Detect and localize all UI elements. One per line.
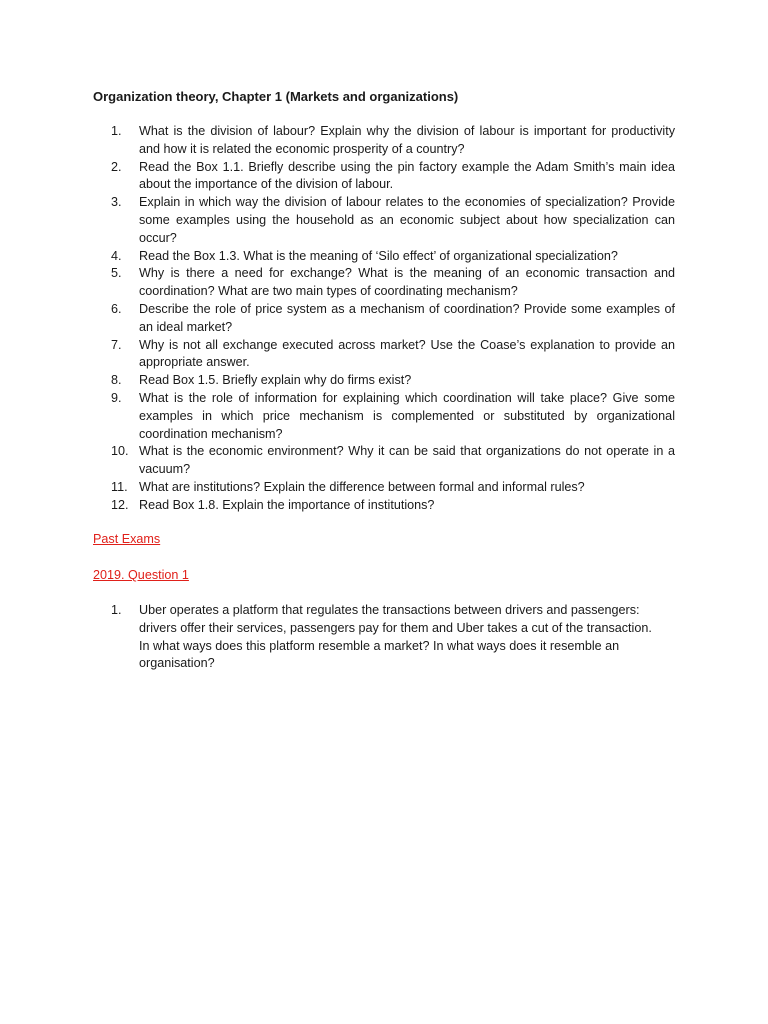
list-item — [111, 479, 675, 497]
exam-question-heading: 2019. Question 1 — [93, 568, 189, 582]
question-text: Read Box 1.8. Explain the importance of institutions? — [139, 497, 435, 512]
list-item — [111, 159, 675, 195]
list-item — [111, 497, 675, 515]
question-number: 3. — [111, 195, 122, 210]
list-item — [111, 443, 675, 479]
list-item — [111, 602, 663, 673]
question-text: What is the division of labour? Explain why the division of labour is important for productivity and how it is related the economic prosperity of a country? — [139, 124, 675, 156]
question-text: Why is not all exchange executed across market? Use the Coase’s explanation to provide an appropriate answer. — [139, 337, 675, 370]
question-text: Read Box 1.5. Briefly explain why do firms exist? — [139, 373, 412, 388]
past-exams-heading: Past Exams — [93, 532, 161, 546]
list-item — [111, 194, 675, 247]
question-number: 2. — [111, 159, 122, 174]
question-number: 11. — [111, 479, 128, 494]
list-item — [111, 301, 675, 337]
question-text: What is the role of information for explaining which coordination will take place? Give some examples in which price mechanism is complemented or substituted by organizational coordination mechanism? — [139, 390, 675, 441]
list-item — [111, 372, 675, 390]
question-text: Read the Box 1.1. Briefly describe using the pin factory example the Adam Smith’s main idea about the importance of the division of labour. — [139, 159, 675, 192]
list-item — [111, 248, 675, 266]
question-text: What is the economic environment? Why it can be said that organizations do not operate in a vacuum? — [139, 444, 675, 477]
question-text: What are institutions? Explain the difference between formal and informal rules? — [139, 479, 585, 494]
question-number: 8. — [111, 373, 122, 388]
question-list — [111, 123, 675, 515]
question-text: Describe the role of price system as a mechanism of coordination? Provide some examples of an ideal market? — [139, 301, 675, 334]
question-text: Why is there a need for exchange? What is the meaning of an economic transaction and coordination? What are two main types of coordinating mechanism? — [139, 266, 675, 299]
question-number: 4. — [111, 248, 122, 263]
question-text: Uber operates a platform that regulates the transactions between drivers and passengers: drivers offer their services, passengers pay for them and Uber takes a cut of the transaction. In what ways does this platform resemble a market? In what ways does it resemble an organisation? — [139, 603, 652, 671]
document-title: Organization theory, Chapter 1 (Markets and organizations) — [93, 89, 459, 104]
question-text: Explain in which way the division of labour relates to the economies of specialization? Provide some examples using the household as an economic subject about how specialization can occur? — [139, 195, 675, 245]
question-number: 9. — [111, 390, 122, 405]
question-number: 1. — [111, 603, 122, 617]
list-item — [111, 337, 675, 373]
question-number: 10. — [111, 444, 129, 459]
list-item — [111, 390, 675, 443]
question-number: 6. — [111, 301, 122, 316]
question-text: Read the Box 1.3. What is the meaning of ‘Silo effect’ of organizational specialization? — [139, 248, 618, 263]
question-number: 1. — [111, 124, 122, 138]
list-item — [111, 123, 675, 159]
question-number: 12. — [111, 497, 129, 512]
list-item — [111, 265, 675, 301]
exam-question-list — [111, 602, 663, 673]
question-number: 7. — [111, 337, 122, 352]
question-number: 5. — [111, 266, 122, 281]
